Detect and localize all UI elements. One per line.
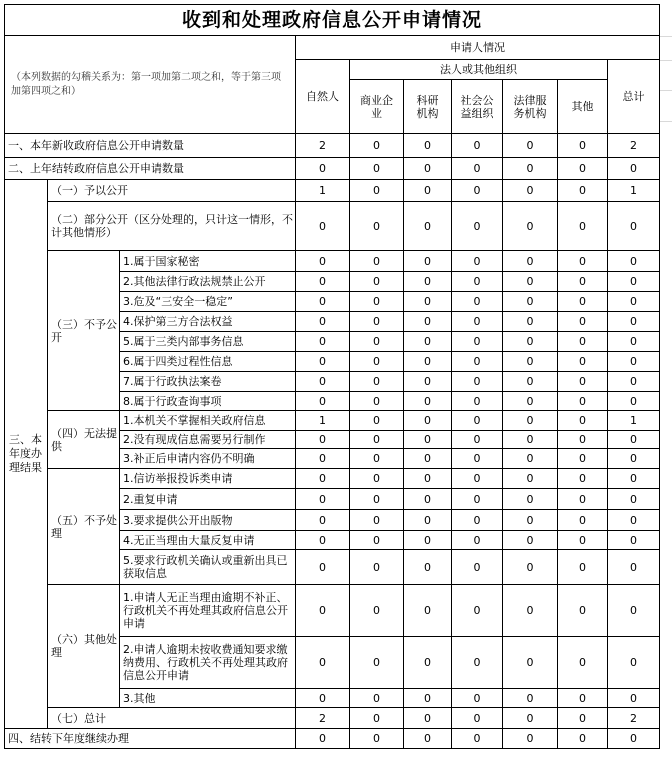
- value-cell: 0: [350, 729, 404, 749]
- row-label-g7: （七）总计: [48, 708, 296, 729]
- value-cell: 0: [350, 469, 404, 489]
- value-cell: 0: [608, 510, 660, 531]
- value-cell: 0: [452, 180, 503, 202]
- value-cell: 0: [452, 550, 503, 585]
- value-cell: 0: [503, 729, 558, 749]
- value-cell: 0: [452, 689, 503, 708]
- value-cell: 0: [558, 531, 608, 550]
- value-cell: 0: [350, 272, 404, 292]
- value-cell: 0: [608, 332, 660, 352]
- header-legal-service: 法律服务机构: [503, 80, 558, 134]
- value-cell: 0: [503, 332, 558, 352]
- value-cell: 0: [404, 180, 452, 202]
- value-cell: 0: [558, 489, 608, 510]
- value-cell: 0: [350, 431, 404, 449]
- value-cell: 0: [503, 489, 558, 510]
- value-cell: 0: [503, 272, 558, 292]
- value-cell: 0: [503, 689, 558, 708]
- row-label-r6-1: 1.申请人无正当理由逾期不补正、行政机关不再处理其政府信息公开申请: [120, 585, 296, 637]
- value-cell: 0: [350, 689, 404, 708]
- value-cell: 0: [404, 312, 452, 332]
- value-cell: 0: [452, 292, 503, 312]
- value-cell: 0: [296, 352, 350, 372]
- value-cell: 0: [296, 372, 350, 392]
- value-cell: 0: [350, 158, 404, 180]
- row-label-r5-3: 3.要求提供公开出版物: [120, 510, 296, 531]
- value-cell: 0: [350, 372, 404, 392]
- value-cell: 0: [404, 292, 452, 312]
- value-cell: 0: [503, 449, 558, 469]
- value-cell: 0: [558, 158, 608, 180]
- row-label-s1: 一、本年新收政府信息公开申请数量: [4, 134, 296, 158]
- row-label-r4-2: 2.没有现成信息需要另行制作: [120, 431, 296, 449]
- value-cell: 0: [350, 531, 404, 550]
- value-cell: 0: [404, 392, 452, 411]
- row-label-r3-8: 8.属于行政查询事项: [120, 392, 296, 411]
- value-cell: 0: [452, 585, 503, 637]
- value-cell: 0: [558, 251, 608, 272]
- value-cell: 0: [404, 689, 452, 708]
- value-cell: 0: [558, 312, 608, 332]
- value-cell: 0: [350, 392, 404, 411]
- value-cell: 0: [404, 531, 452, 550]
- row-label-r3-7: 7.属于行政执法案卷: [120, 372, 296, 392]
- value-cell: 0: [296, 332, 350, 352]
- value-cell: 0: [503, 431, 558, 449]
- value-cell: 0: [404, 729, 452, 749]
- row-label-r6-2: 2.申请人逾期未按收费通知要求缴纳费用、行政机关不再处理其政府信息公开申请: [120, 637, 296, 689]
- value-cell: 0: [503, 180, 558, 202]
- value-cell: 0: [452, 708, 503, 729]
- header-total: 总计: [608, 60, 660, 134]
- value-cell: 0: [404, 372, 452, 392]
- value-cell: 0: [608, 158, 660, 180]
- value-cell: 0: [404, 708, 452, 729]
- value-cell: 0: [503, 585, 558, 637]
- value-cell: 0: [503, 352, 558, 372]
- value-cell: 0: [350, 489, 404, 510]
- value-cell: 0: [503, 134, 558, 158]
- value-cell: 0: [404, 469, 452, 489]
- value-cell: 0: [503, 312, 558, 332]
- value-cell: 0: [608, 550, 660, 585]
- row-label-r4-3: 3.补正后申请内容仍不明确: [120, 449, 296, 469]
- value-cell: 1: [296, 180, 350, 202]
- row-label-s2: 二、上年结转政府信息公开申请数量: [4, 158, 296, 180]
- value-cell: 0: [452, 202, 503, 251]
- value-cell: 0: [558, 431, 608, 449]
- value-cell: 0: [503, 708, 558, 729]
- header-commercial: 商业企业: [350, 80, 404, 134]
- value-cell: 0: [350, 202, 404, 251]
- value-cell: 0: [608, 729, 660, 749]
- value-cell: 0: [503, 550, 558, 585]
- value-cell: 0: [404, 332, 452, 352]
- value-cell: 0: [608, 637, 660, 689]
- value-cell: 0: [608, 372, 660, 392]
- value-cell: 0: [404, 449, 452, 469]
- value-cell: 0: [503, 531, 558, 550]
- value-cell: 0: [404, 550, 452, 585]
- value-cell: 0: [452, 469, 503, 489]
- value-cell: 0: [608, 312, 660, 332]
- value-cell: 0: [558, 180, 608, 202]
- value-cell: 0: [296, 251, 350, 272]
- value-cell: 0: [608, 531, 660, 550]
- value-cell: 0: [296, 469, 350, 489]
- row-label-g2: （二）部分公开（区分处理的，只计这一情形，不计其他情形）: [48, 202, 296, 251]
- row-label-r4-1: 1.本机关不掌握相关政府信息: [120, 411, 296, 431]
- value-cell: 0: [296, 689, 350, 708]
- value-cell: 0: [558, 689, 608, 708]
- group-label-g4: （四）无法提供: [48, 411, 120, 469]
- value-cell: 0: [558, 202, 608, 251]
- value-cell: 0: [350, 292, 404, 312]
- value-cell: 0: [452, 392, 503, 411]
- value-cell: 0: [452, 134, 503, 158]
- table-title: 收到和处理政府信息公开申请情况: [4, 4, 660, 36]
- value-cell: 0: [608, 689, 660, 708]
- value-cell: 0: [452, 531, 503, 550]
- value-cell: 0: [350, 251, 404, 272]
- value-cell: 0: [350, 411, 404, 431]
- value-cell: 0: [350, 134, 404, 158]
- value-cell: 0: [350, 180, 404, 202]
- row-label-r3-6: 6.属于四类过程性信息: [120, 352, 296, 372]
- value-cell: 0: [558, 411, 608, 431]
- header-natural-person: 自然人: [296, 60, 350, 134]
- row-label-r6-3: 3.其他: [120, 689, 296, 708]
- value-cell: 0: [350, 352, 404, 372]
- value-cell: 0: [404, 158, 452, 180]
- value-cell: 0: [404, 637, 452, 689]
- row-label-r5-4: 4.无正当理由大量反复申请: [120, 531, 296, 550]
- value-cell: 0: [452, 637, 503, 689]
- value-cell: 0: [404, 585, 452, 637]
- row-label-r5-5: 5.要求行政机关确认或重新出具已获取信息: [120, 550, 296, 585]
- value-cell: 0: [404, 272, 452, 292]
- value-cell: 0: [503, 637, 558, 689]
- value-cell: 0: [558, 134, 608, 158]
- value-cell: 0: [296, 585, 350, 637]
- value-cell: 0: [404, 411, 452, 431]
- value-cell: 2: [608, 134, 660, 158]
- value-cell: 0: [452, 251, 503, 272]
- value-cell: 0: [350, 708, 404, 729]
- value-cell: 0: [503, 202, 558, 251]
- value-cell: 0: [350, 312, 404, 332]
- row-label-r3-4: 4.保护第三方合法权益: [120, 312, 296, 332]
- value-cell: 0: [558, 449, 608, 469]
- value-cell: 0: [608, 292, 660, 312]
- value-cell: 0: [558, 332, 608, 352]
- value-cell: 0: [558, 392, 608, 411]
- value-cell: 0: [350, 637, 404, 689]
- value-cell: 0: [296, 392, 350, 411]
- value-cell: 0: [296, 489, 350, 510]
- header-research: 科研机构: [404, 80, 452, 134]
- value-cell: 0: [452, 312, 503, 332]
- value-cell: 0: [503, 251, 558, 272]
- value-cell: 0: [558, 272, 608, 292]
- value-cell: 0: [558, 585, 608, 637]
- value-cell: 0: [296, 550, 350, 585]
- value-cell: 0: [296, 431, 350, 449]
- value-cell: 0: [404, 202, 452, 251]
- value-cell: 0: [452, 272, 503, 292]
- value-cell: 0: [452, 332, 503, 352]
- value-cell: 0: [452, 431, 503, 449]
- value-cell: 0: [296, 292, 350, 312]
- value-cell: 0: [452, 489, 503, 510]
- value-cell: 2: [296, 134, 350, 158]
- value-cell: 0: [558, 352, 608, 372]
- value-cell: 0: [404, 510, 452, 531]
- value-cell: 0: [558, 550, 608, 585]
- value-cell: 0: [503, 158, 558, 180]
- value-cell: 2: [296, 708, 350, 729]
- header-applicant-situation: 申请人情况: [296, 36, 660, 60]
- value-cell: 0: [558, 729, 608, 749]
- value-cell: 0: [558, 708, 608, 729]
- value-cell: 0: [404, 251, 452, 272]
- value-cell: 0: [503, 372, 558, 392]
- value-cell: 0: [558, 292, 608, 312]
- value-cell: 0: [296, 312, 350, 332]
- row-label-r3-1: 1.属于国家秘密: [120, 251, 296, 272]
- value-cell: 0: [350, 449, 404, 469]
- group-label-g6: （六）其他处理: [48, 585, 120, 708]
- value-cell: 0: [350, 332, 404, 352]
- value-cell: 0: [350, 550, 404, 585]
- section-label-s3: 三、本年度办理结果: [4, 180, 48, 729]
- value-cell: 0: [296, 729, 350, 749]
- value-cell: 0: [608, 469, 660, 489]
- value-cell: 0: [608, 449, 660, 469]
- value-cell: 0: [404, 352, 452, 372]
- value-cell: 1: [608, 180, 660, 202]
- value-cell: 0: [608, 585, 660, 637]
- value-cell: 1: [296, 411, 350, 431]
- value-cell: 0: [503, 510, 558, 531]
- value-cell: 0: [608, 352, 660, 372]
- value-cell: 0: [350, 510, 404, 531]
- value-cell: 0: [608, 272, 660, 292]
- value-cell: 2: [608, 708, 660, 729]
- value-cell: 0: [503, 411, 558, 431]
- value-cell: 0: [296, 158, 350, 180]
- header-legal-group: 法人或其他组织: [350, 60, 608, 80]
- value-cell: 0: [350, 585, 404, 637]
- value-cell: 0: [296, 510, 350, 531]
- row-label-r3-5: 5.属于三类内部事务信息: [120, 332, 296, 352]
- row-label-r5-2: 2.重复申请: [120, 489, 296, 510]
- row-label-g1: （一）予以公开: [48, 180, 296, 202]
- value-cell: 0: [452, 449, 503, 469]
- value-cell: 0: [608, 431, 660, 449]
- value-cell: 0: [296, 449, 350, 469]
- value-cell: 0: [558, 469, 608, 489]
- value-cell: 0: [608, 392, 660, 411]
- value-cell: 0: [608, 489, 660, 510]
- value-cell: 0: [558, 372, 608, 392]
- value-cell: 0: [296, 272, 350, 292]
- row-label-s4: 四、结转下年度继续办理: [4, 729, 296, 749]
- value-cell: 0: [452, 352, 503, 372]
- value-cell: 0: [452, 510, 503, 531]
- value-cell: 0: [452, 729, 503, 749]
- header-social: 社会公益组织: [452, 80, 503, 134]
- row-label-r3-2: 2.其他法律行政法规禁止公开: [120, 272, 296, 292]
- value-cell: 0: [503, 292, 558, 312]
- value-cell: 0: [404, 134, 452, 158]
- value-cell: 0: [503, 469, 558, 489]
- value-cell: 0: [503, 392, 558, 411]
- value-cell: 0: [558, 510, 608, 531]
- value-cell: 0: [608, 202, 660, 251]
- value-cell: 0: [558, 637, 608, 689]
- value-cell: 0: [452, 411, 503, 431]
- value-cell: 0: [296, 637, 350, 689]
- value-cell: 0: [452, 372, 503, 392]
- group-label-g5: （五）不予处理: [48, 469, 120, 585]
- value-cell: 0: [296, 531, 350, 550]
- value-cell: 0: [608, 251, 660, 272]
- value-cell: 0: [404, 489, 452, 510]
- row-label-r5-1: 1.信访举报投诉类申请: [120, 469, 296, 489]
- header-other: 其他: [558, 80, 608, 134]
- value-cell: 0: [404, 431, 452, 449]
- row-label-r3-3: 3.危及“三安全一稳定”: [120, 292, 296, 312]
- value-cell: 1: [608, 411, 660, 431]
- header-note: （本列数据的勾稽关系为：第一项加第二项之和，等于第三项加第四项之和）: [4, 36, 296, 134]
- value-cell: 0: [452, 158, 503, 180]
- value-cell: 0: [296, 202, 350, 251]
- group-label-g3: （三）不予公开: [48, 251, 120, 411]
